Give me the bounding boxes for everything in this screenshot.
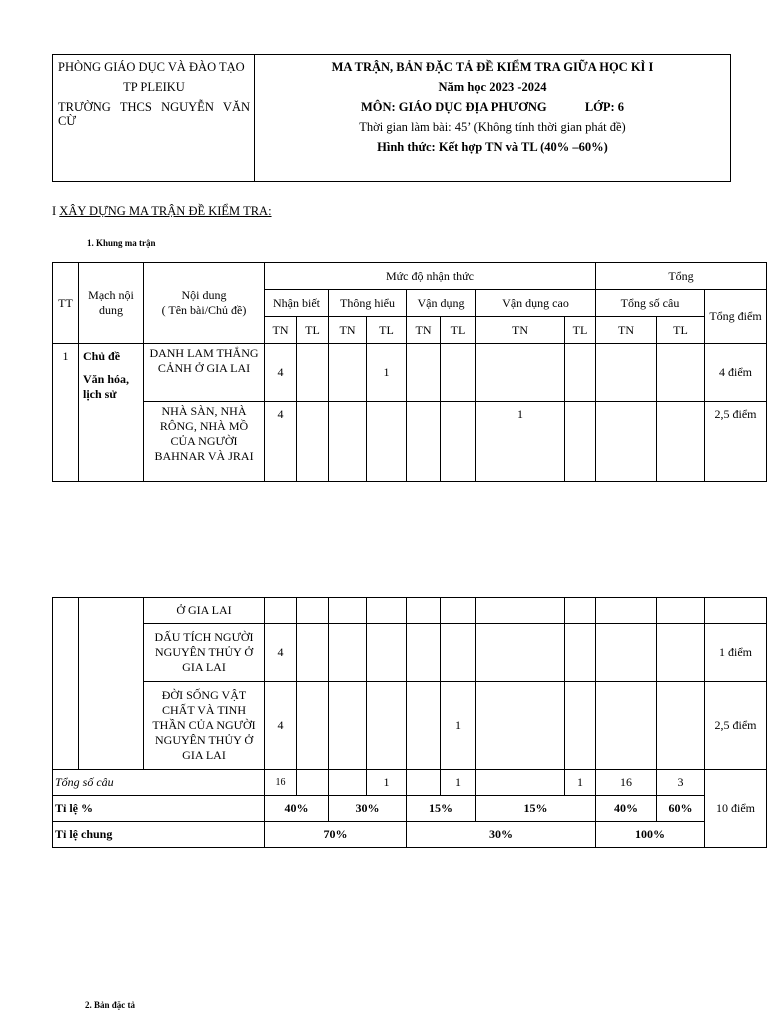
ratio-vd: 15% — [407, 796, 476, 822]
header-high-application: Vận dụng cao — [476, 290, 596, 317]
table-row — [53, 344, 767, 402]
header-content-sub: ( Tên bài/Chủ đề) — [161, 303, 247, 317]
matrix-table-page2 — [52, 597, 757, 849]
school-year: Năm học 2023 -2024 — [438, 80, 547, 94]
section-heading — [52, 204, 272, 219]
total-nb-tn: 16 — [265, 770, 297, 796]
ratio-common-b: 30% — [407, 822, 596, 848]
row-number: 1 — [53, 344, 79, 482]
content-strand — [79, 344, 144, 482]
table-row — [53, 598, 767, 624]
cell-th-tl: 1 — [367, 344, 407, 402]
header-tl: TL — [297, 317, 329, 344]
doc-title: MA TRẬN, BẢN ĐẶC TẢ ĐỀ KIỂM TRA GIỮA HỌC KÌ I — [331, 60, 654, 74]
header-content-title: Nội dung — [181, 288, 227, 302]
document-header — [52, 54, 731, 182]
header-application: Vận dụng — [407, 290, 476, 317]
header-content — [144, 263, 265, 344]
total-th-tl: 1 — [367, 770, 407, 796]
cell-score: 4 điểm — [705, 344, 767, 402]
total-questions-row — [53, 770, 767, 796]
grand-total-score: 10 điểm — [705, 770, 767, 848]
header-tn: TN — [596, 317, 657, 344]
content-cell: Ở GIA LAI — [144, 598, 265, 624]
header-comprehension: Thông hiểu — [329, 290, 407, 317]
cell-score: 1 điểm — [705, 624, 767, 682]
header-cognitive-level: Mức độ nhận thức — [265, 263, 596, 290]
header-tl: TL — [657, 317, 705, 344]
cell-score: 2,5 điểm — [705, 682, 767, 770]
subsection-heading-matrix: 1. Khung ma trận — [87, 238, 156, 248]
header-tt: TT — [53, 263, 79, 344]
header-content-strand: Mạch nội dung — [79, 263, 144, 344]
header-tn: TN — [265, 317, 297, 344]
matrix-table-continued — [52, 597, 767, 848]
header-tl: TL — [565, 317, 596, 344]
cell-nb-tn: 4 — [265, 344, 297, 402]
content-cell: NHÀ SÀN, NHÀ RÔNG, NHÀ MỒ CỦA NGƯỜI BAHNAR VÀ JRAI — [144, 402, 265, 482]
table-row — [53, 402, 767, 482]
subject-label: MÔN: GIÁO DỤC ĐỊA PHƯƠNG — [360, 100, 547, 114]
ratio-vdc: 15% — [476, 796, 596, 822]
matrix-table-page1 — [52, 262, 762, 467]
table-row — [53, 682, 767, 770]
subsection-heading-spec: 2. Bản đặc tả — [85, 1000, 136, 1010]
cell-vd-tl: 1 — [441, 682, 476, 770]
header-total-score: Tổng điểm — [705, 290, 767, 344]
department-name: PHÒNG GIÁO DỤC VÀ ĐÀO TẠO — [58, 60, 245, 74]
ratio-common-row — [53, 822, 767, 848]
school-name: TRƯỜNG THCS NGUYỄN VĂN — [58, 100, 250, 114]
total-sum-tn: 16 — [596, 770, 657, 796]
cell-nb-tn: 4 — [265, 682, 297, 770]
matrix-table — [52, 262, 767, 482]
ratio-row — [53, 796, 767, 822]
section-title: XÂY DỰNG MA TRẬN ĐỀ KIỂM TRA: — [59, 204, 272, 218]
school-info-cell — [53, 55, 255, 182]
header-total-questions: Tổng số câu — [596, 290, 705, 317]
header-tl: TL — [441, 317, 476, 344]
cell-score: 2,5 điểm — [705, 402, 767, 482]
total-questions-label: Tổng số câu — [53, 770, 265, 796]
total-sum-tl: 3 — [657, 770, 705, 796]
header-tn: TN — [407, 317, 441, 344]
content-cell: ĐỜI SỐNG VẬT CHẤT VÀ TINH THẦN CỦA NGƯỜI NGUYÊN THỦY Ở GIA LAI — [144, 682, 265, 770]
header-tn: TN — [329, 317, 367, 344]
header-total: Tổng — [596, 263, 767, 290]
strand-topic-label: Chủ đề — [83, 349, 121, 363]
ratio-tl: 60% — [657, 796, 705, 822]
school-name-cont: CỪ — [58, 114, 77, 128]
exam-info-cell — [255, 55, 731, 182]
time-info: Thời gian làm bài: 45’ (Không tính thời gian phát đề) — [359, 120, 626, 134]
cell-nb-tn: 4 — [265, 402, 297, 482]
total-vd-tl: 1 — [441, 770, 476, 796]
strand-topic-name: Văn hóa, lịch sử — [83, 372, 130, 401]
exam-form: Hình thức: Kết hợp TN và TL (40% –60%) — [377, 140, 608, 154]
section-number: I — [52, 204, 60, 218]
ratio-common-c: 100% — [596, 822, 705, 848]
ratio-nb: 40% — [265, 796, 329, 822]
table-row — [53, 624, 767, 682]
ratio-tn: 40% — [596, 796, 657, 822]
grade-label: LỚP: 6 — [584, 100, 625, 114]
subject-grade-line — [255, 97, 730, 117]
cell-nb-tn: 4 — [265, 624, 297, 682]
content-cell: DẤU TÍCH NGƯỜI NGUYÊN THỦY Ở GIA LAI — [144, 624, 265, 682]
header-recognition: Nhận biết — [265, 290, 329, 317]
ratio-label: Tỉ lệ % — [53, 796, 265, 822]
header-tn: TN — [476, 317, 565, 344]
content-cell: DANH LAM THẮNG CẢNH Ở GIA LAI — [144, 344, 265, 402]
header-tl: TL — [367, 317, 407, 344]
ratio-common-a: 70% — [265, 822, 407, 848]
cell-vdc-tn: 1 — [476, 402, 565, 482]
ratio-common-label: Tỉ lệ chung — [53, 822, 265, 848]
total-vdc-tl: 1 — [565, 770, 596, 796]
city-name: TP PLEIKU — [123, 80, 185, 94]
ratio-th: 30% — [329, 796, 407, 822]
